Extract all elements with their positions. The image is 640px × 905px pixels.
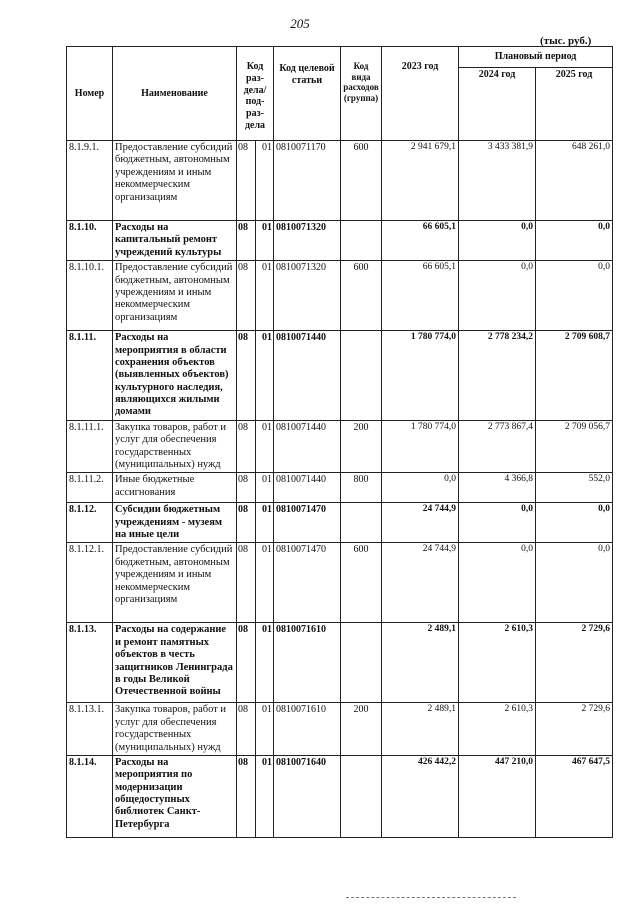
header-nomer: Номер — [67, 47, 113, 141]
row-vid — [341, 331, 382, 421]
row-celevaya: 0810071610 — [274, 623, 341, 703]
row-number: 8.1.9.1. — [67, 141, 113, 221]
row-year-2024: 2 778 234,2 — [459, 331, 536, 421]
row-number: 8.1.12. — [67, 503, 113, 543]
table-row — [67, 221, 613, 261]
row-year-2025: 2 729,6 — [536, 703, 613, 756]
row-year-2025: 467 647,5 — [536, 755, 613, 837]
row-celevaya: 0810071640 — [274, 755, 341, 837]
row-celevaya: 0810071470 — [274, 543, 341, 623]
header-kod-razdela: Код раз- дела/ под- раз- дела — [237, 47, 274, 141]
row-year-2024: 4 366,8 — [459, 473, 536, 503]
row-year-2024: 2 773 867,4 — [459, 420, 536, 473]
units-label: (тыс. руб.) — [540, 35, 592, 47]
row-number: 8.1.14. — [67, 755, 113, 837]
row-number: 8.1.11.1. — [67, 420, 113, 473]
row-year-2025: 0,0 — [536, 543, 613, 623]
row-year-2025: 648 261,0 — [536, 141, 613, 221]
row-podrazdel: 01 — [256, 755, 274, 837]
row-celevaya: 0810071320 — [274, 261, 341, 331]
row-podrazdel: 01 — [256, 623, 274, 703]
table-row — [67, 623, 613, 703]
table-row — [67, 755, 613, 837]
row-vid: 600 — [341, 141, 382, 221]
row-razdel: 08 — [237, 543, 256, 623]
footer-line — [346, 897, 516, 900]
row-razdel: 08 — [237, 331, 256, 421]
row-name: Расходы на мероприятия по модернизации общедоступных библиотек Санкт-Петербурга — [113, 755, 237, 837]
table-row — [67, 420, 613, 473]
row-number: 8.1.12.1. — [67, 543, 113, 623]
row-number: 8.1.10. — [67, 221, 113, 261]
row-celevaya: 0810071470 — [274, 503, 341, 543]
row-celevaya: 0810071440 — [274, 473, 341, 503]
row-razdel: 08 — [237, 755, 256, 837]
row-celevaya: 0810071440 — [274, 331, 341, 421]
row-podrazdel: 01 — [256, 503, 274, 543]
row-razdel: 08 — [237, 261, 256, 331]
header-plan-period: Плановый период — [459, 47, 613, 68]
row-celevaya: 0810071320 — [274, 221, 341, 261]
row-year-2023: 1 780 774,0 — [382, 420, 459, 473]
row-vid: 800 — [341, 473, 382, 503]
row-vid — [341, 221, 382, 261]
row-podrazdel: 01 — [256, 420, 274, 473]
row-year-2023: 2 941 679,1 — [382, 141, 459, 221]
row-podrazdel: 01 — [256, 543, 274, 623]
row-year-2023: 426 442,2 — [382, 755, 459, 837]
row-podrazdel: 01 — [256, 331, 274, 421]
table-row — [67, 703, 613, 756]
budget-table — [66, 46, 613, 838]
row-name: Расходы на содержание и ремонт памятных объектов в честь защитников Ленинграда в годы Великой Отечественной войны — [113, 623, 237, 703]
row-razdel: 08 — [237, 221, 256, 261]
row-name: Предоставление субсидий бюджетным, автономным учреждениям и иным некоммерческим организациям — [113, 543, 237, 623]
row-year-2025: 0,0 — [536, 261, 613, 331]
header-year-2023: 2023 год — [382, 47, 459, 141]
table-row — [67, 503, 613, 543]
row-vid: 600 — [341, 261, 382, 331]
row-name: Закупка товаров, работ и услуг для обеспечения государственных (муниципальных) нужд — [113, 703, 237, 756]
row-name: Иные бюджетные ассигнования — [113, 473, 237, 503]
row-year-2023: 66 605,1 — [382, 221, 459, 261]
row-celevaya: 0810071170 — [274, 141, 341, 221]
row-year-2023: 66 605,1 — [382, 261, 459, 331]
row-vid — [341, 755, 382, 837]
row-year-2023: 2 489,1 — [382, 623, 459, 703]
table-row — [67, 543, 613, 623]
row-podrazdel: 01 — [256, 703, 274, 756]
row-name: Расходы на мероприятия в области сохранения объектов (выявленных объектов) культурного наследия, являющихся жилыми домами — [113, 331, 237, 421]
row-vid: 600 — [341, 543, 382, 623]
row-name: Расходы на капитальный ремонт учреждений культуры — [113, 221, 237, 261]
row-razdel: 08 — [237, 503, 256, 543]
header-spacer — [459, 86, 536, 141]
row-name: Закупка товаров, работ и услуг для обеспечения государственных (муниципальных) нужд — [113, 420, 237, 473]
row-celevaya: 0810071610 — [274, 703, 341, 756]
table-row — [67, 261, 613, 331]
row-vid: 200 — [341, 703, 382, 756]
row-year-2024: 0,0 — [459, 503, 536, 543]
row-year-2025: 0,0 — [536, 503, 613, 543]
row-podrazdel: 01 — [256, 261, 274, 331]
header-year-2024: 2024 год — [459, 68, 536, 87]
row-year-2023: 1 780 774,0 — [382, 331, 459, 421]
row-podrazdel: 01 — [256, 141, 274, 221]
table-row — [67, 331, 613, 421]
row-name: Предоставление субсидий бюджетным, автономным учреждениям и иным некоммерческим организациям — [113, 141, 237, 221]
row-year-2024: 2 610,3 — [459, 623, 536, 703]
row-razdel: 08 — [237, 623, 256, 703]
table-row — [67, 473, 613, 503]
row-number: 8.1.13. — [67, 623, 113, 703]
page-number: 205 — [290, 16, 310, 31]
header-name: Наименование — [113, 47, 237, 141]
row-year-2025: 2 709 056,7 — [536, 420, 613, 473]
row-year-2024: 447 210,0 — [459, 755, 536, 837]
row-year-2025: 2 729,6 — [536, 623, 613, 703]
row-year-2024: 0,0 — [459, 543, 536, 623]
header-kod-celevoy: Код целевой статьи — [274, 47, 341, 141]
row-year-2023: 0,0 — [382, 473, 459, 503]
row-celevaya: 0810071440 — [274, 420, 341, 473]
row-razdel: 08 — [237, 420, 256, 473]
row-name: Предоставление субсидий бюджетным, автономным учреждениям и иным некоммерческим организациям — [113, 261, 237, 331]
row-razdel: 08 — [237, 473, 256, 503]
row-podrazdel: 01 — [256, 221, 274, 261]
row-year-2024: 2 610,3 — [459, 703, 536, 756]
row-razdel: 08 — [237, 141, 256, 221]
row-razdel: 08 — [237, 703, 256, 756]
row-year-2023: 24 744,9 — [382, 543, 459, 623]
row-year-2024: 0,0 — [459, 221, 536, 261]
table-row — [67, 141, 613, 221]
row-year-2023: 24 744,9 — [382, 503, 459, 543]
row-number: 8.1.10.1. — [67, 261, 113, 331]
row-number: 8.1.11. — [67, 331, 113, 421]
row-year-2025: 2 709 608,7 — [536, 331, 613, 421]
row-name: Субсидии бюджетным учреждениям - музеям на иные цели — [113, 503, 237, 543]
row-year-2024: 3 433 381,9 — [459, 141, 536, 221]
row-podrazdel: 01 — [256, 473, 274, 503]
header-spacer — [536, 86, 613, 141]
row-year-2025: 552,0 — [536, 473, 613, 503]
row-vid: 200 — [341, 420, 382, 473]
row-year-2025: 0,0 — [536, 221, 613, 261]
row-vid — [341, 503, 382, 543]
row-number: 8.1.11.2. — [67, 473, 113, 503]
header-year-2025: 2025 год — [536, 68, 613, 87]
row-year-2024: 0,0 — [459, 261, 536, 331]
header-kod-vida: Код вида расходов (группа) — [341, 47, 382, 141]
row-number: 8.1.13.1. — [67, 703, 113, 756]
row-year-2023: 2 489,1 — [382, 703, 459, 756]
row-vid — [341, 623, 382, 703]
